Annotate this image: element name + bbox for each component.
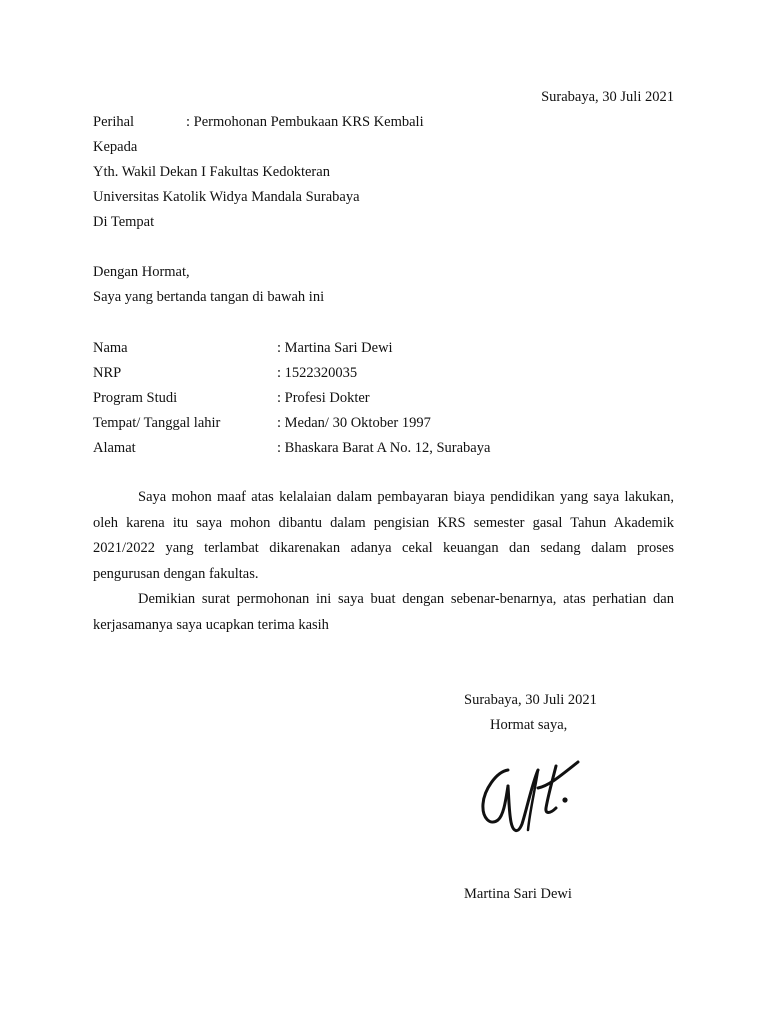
signature-stroke-5 bbox=[546, 766, 556, 813]
field-value-birth: : Medan/ 30 Oktober 1997 bbox=[277, 415, 431, 431]
field-label-program: Program Studi bbox=[93, 390, 178, 406]
field-value-address: : Bhaskara Barat A No. 12, Surabaya bbox=[277, 440, 491, 456]
closing-date: Surabaya, 30 Juli 2021 bbox=[464, 692, 597, 708]
recipient-line-1: Kepada bbox=[93, 139, 138, 155]
signature-stroke-4 bbox=[538, 762, 578, 788]
intro-text: Saya yang bertanda tangan di bawah ini bbox=[93, 289, 325, 305]
signature-image bbox=[478, 748, 590, 843]
recipient-line-4: Di Tempat bbox=[93, 214, 155, 230]
field-label-birth: Tempat/ Tanggal lahir bbox=[93, 415, 221, 431]
subject-value: : Permohonan Pembukaan KRS Kembali bbox=[186, 114, 424, 130]
recipient-line-3: Universitas Katolik Widya Mandala Surabaya bbox=[93, 189, 360, 205]
field-value-nrp: : 1522320035 bbox=[277, 365, 358, 381]
recipient-line-2: Yth. Wakil Dekan I Fakultas Kedokteran bbox=[93, 164, 330, 180]
field-label-name: Nama bbox=[93, 340, 128, 356]
signature-stroke-1 bbox=[483, 770, 508, 822]
field-label-nrp: NRP bbox=[93, 365, 122, 381]
signature-dot bbox=[562, 797, 567, 802]
field-value-program: : Profesi Dokter bbox=[277, 390, 370, 406]
body-paragraph-2: Demikian surat permohonan ini saya buat dengan sebenar-benarnya, atas perhatian dan kerjasamanya saya ucapkan terima kasih bbox=[93, 591, 674, 633]
subject-label: Perihal bbox=[93, 114, 135, 130]
closing-regards: Hormat saya, bbox=[490, 717, 568, 733]
field-label-address: Alamat bbox=[93, 440, 136, 456]
field-value-name: : Martina Sari Dewi bbox=[277, 340, 393, 356]
header-date: Surabaya, 30 Juli 2021 bbox=[541, 89, 674, 105]
greeting: Dengan Hormat, bbox=[93, 264, 190, 280]
body-paragraph-1: Saya mohon maaf atas kelalaian dalam pembayaran biaya pendidikan yang saya lakukan, oleh karena itu saya mohon dibantu dalam pengisian KRS semester gasal Tahun Akademik 2021/2022 yang terlambat dikarenakan adanya cekal keuangan dan sedang dalam proses pengurusan dengan fakultas. bbox=[93, 489, 674, 582]
signer-name: Martina Sari Dewi bbox=[464, 886, 572, 902]
